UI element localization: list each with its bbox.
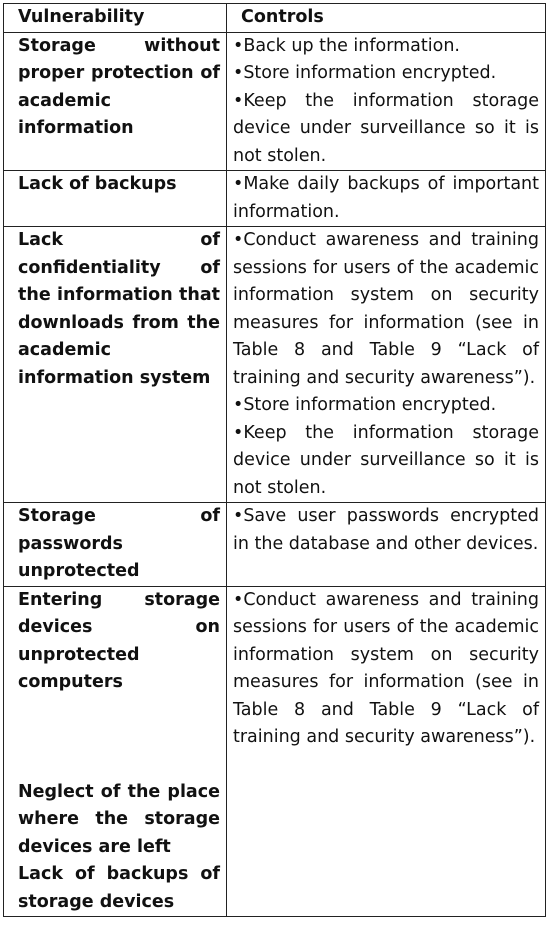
controls-cell	[227, 503, 546, 587]
control-item: •Save user passwords encrypted in the database and other devices.	[233, 506, 539, 554]
control-item: •Conduct awareness and training sessions for users of the academic information system on security measures for information (see in Table 8 and Table 9 “Lack of training and security awareness”).	[233, 230, 539, 388]
table-header-row	[4, 4, 546, 33]
table-row	[4, 586, 546, 917]
control-item: •Make daily backups of important information.	[233, 174, 539, 222]
vulnerability-cell	[4, 171, 227, 227]
vulnerability-cell	[4, 227, 227, 503]
table-row	[4, 171, 546, 227]
vulnerability-text: Neglect of the place where the storage devices are left	[18, 781, 220, 857]
vulnerability-text: Lack of backups	[18, 174, 177, 194]
controls-cell	[227, 227, 546, 503]
vulnerability-cell	[4, 586, 227, 917]
control-item: •Store information encrypted.	[233, 63, 497, 83]
vulnerability-text: Storage without proper protection of academic information	[18, 35, 220, 138]
controls-cell	[227, 32, 546, 171]
vulnerability-text: Lack of confidentiality of the information that downloads from the academic information system	[18, 230, 220, 388]
table-row	[4, 503, 546, 587]
header-vulnerability: Vulnerability	[4, 4, 227, 33]
control-item: •Back up the information.	[233, 35, 460, 56]
vulnerability-text: Lack of backups of storage devices	[18, 864, 220, 912]
controls-cell	[227, 171, 546, 227]
cell-spacer	[18, 697, 220, 779]
vulnerability-text: Storage of passwords unprotected	[18, 506, 220, 581]
vulnerability-cell	[4, 32, 227, 171]
control-item: •Store information encrypted.	[233, 395, 497, 415]
control-item: •Conduct awareness and training sessions for users of the academic information system on security measures for information (see in Table 8 and Table 9 “Lack of training and security awareness”).	[233, 589, 539, 747]
vulnerability-text: Entering storage devices on unprotected computers	[18, 589, 220, 692]
table-row	[4, 227, 546, 503]
control-item: •Keep the information storage device under surveillance so it is not stolen.	[233, 90, 539, 166]
control-item: •Keep the information storage device under surveillance so it is not stolen.	[233, 422, 539, 498]
vulnerability-controls-table	[3, 3, 546, 917]
table-row	[4, 32, 546, 171]
header-controls: Controls	[227, 4, 546, 33]
controls-cell	[227, 586, 546, 917]
vulnerability-cell	[4, 503, 227, 587]
